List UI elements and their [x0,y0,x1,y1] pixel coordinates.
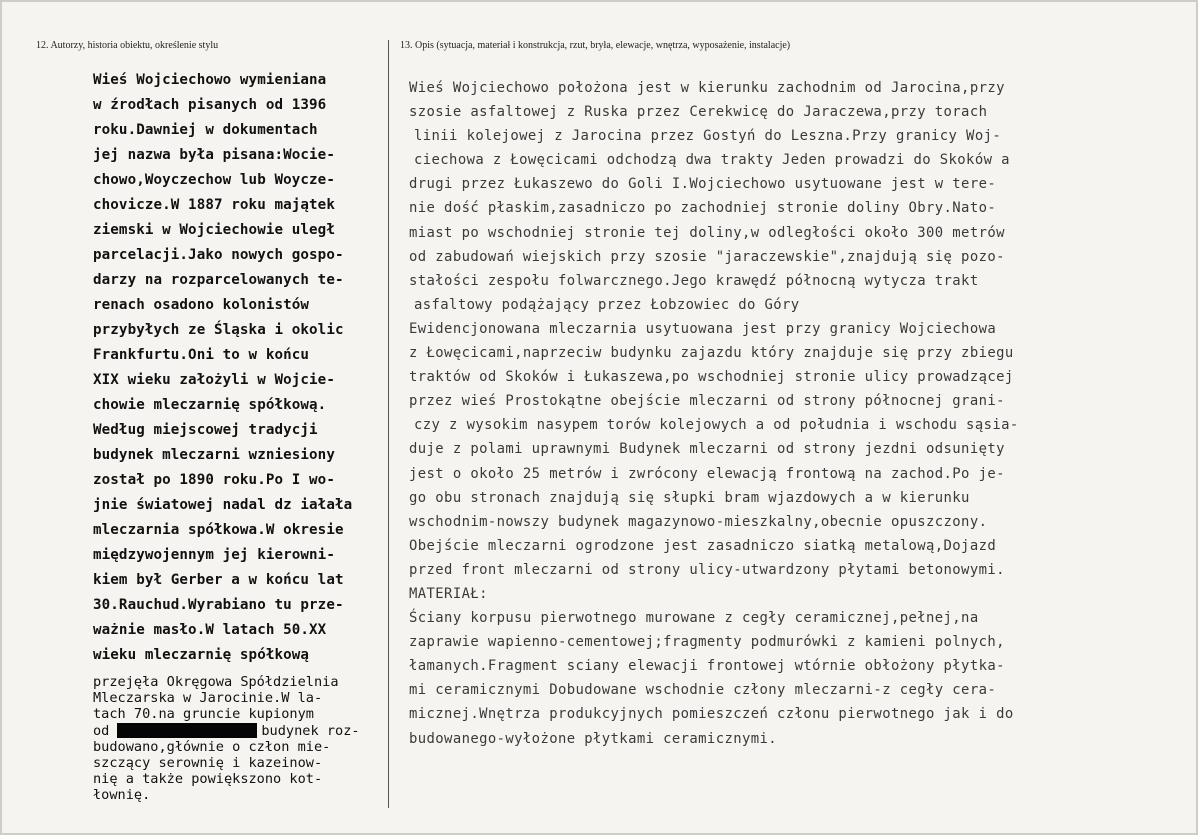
description-line: wschodnim-nowszy budynek magazynowo-mieszkalny,obecnie opuszczony. [409,513,988,530]
history-line: XIX wieku założyli w Wojcie- [93,372,335,388]
description-line: czy z wysokim nasypem torów kolejowych a od południa i wschodu sąsia- [414,417,1019,434]
history-line: przybyłych ze Śląska i okolic [93,322,344,338]
description-line: mi ceramicznymi Dobudowane wschodnie człony mleczarni-z cegły cera- [409,682,997,699]
description-line: z Łowęcicami,naprzeciw budynku zajazdu który znajduje się przy zbiegu [409,345,1014,362]
description-line: od zabudowań wiejskich przy szosie "jaraczewskie",znajdują się pozo- [409,248,1005,265]
history-line: wieku mleczarnię spółkową [93,647,310,663]
description-line: budowanego-wyłożone płytkami ceramicznymi. [409,730,778,747]
description-line: jest o około 25 metrów i zwrócony elewacją frontową na zachod.Po je- [409,465,1005,482]
history-line: roku.Dawniej w dokumentach [93,122,318,138]
history-line: Według miejscowej tradycji [93,422,318,438]
section-13-header: 13. Opis (sytuacja, materiał i konstrukcja, rzut, bryła, elewacje, wnętrza, wyposażenie, instalacje) [400,40,791,51]
redaction-prefix: od [93,722,110,739]
history-addendum-line: szczący serownię i kazeinow- [93,754,323,771]
history-addendum-line: Mleczarska w Jarocinie.W la- [93,690,323,707]
description-line: duje z polami uprawnymi Budynek mleczarni od strony jezdni odsunięty [409,441,1005,458]
history-line: chowo,Woyczechow lub Woycze- [93,172,335,188]
history-line: mleczarnia spółkowa.W okresie [93,522,344,538]
history-line: w źrodłach pisanych od 1396 [93,97,327,113]
history-addendum-line: przejęła Okręgowa Spółdzielnia [93,674,339,690]
description-line: szosie asfaltowej z Ruska przez Cerekwicę do Jaraczewa,przy torach [409,104,988,121]
history-line: ważnie masło.W latach 50.XX [93,622,327,638]
description-line: Wieś Wojciechowo położona jest w kierunku zachodnim od Jarocina,przy [409,80,1005,96]
history-line: darzy na rozparcelowanych te- [93,272,344,288]
history-addendum-line: łownię. [93,787,151,804]
description-line: drugi przez Łukaszewo do Goli I.Wojciechowo usytuowane jest w tere- [409,176,997,193]
history-line: budynek mleczarni wzniesiony [93,447,335,463]
history-line: Frankfurtu.Oni to w końcu [93,347,310,363]
description-line: miast po wschodniej stronie tej doliny,w odległości około 300 metrów [409,224,1005,241]
history-line: Wieś Wojciechowo wymieniana [93,72,327,88]
history-line: jnie światowej nadal dz iałała [93,497,353,513]
description-line: przez wieś Prostokątne obejście mleczarni od strony północnej grani- [409,393,1005,410]
history-line: ziemski w Wojciechowie uległ [93,222,335,238]
history-line: 30.Rauchud.Wyrabiano tu prze- [93,597,344,613]
description-line: traktów od Skoków i Łukaszewa,po wschodniej stronie ulicy prowadzącej [409,369,1014,386]
history-addendum-line: budowano,głównie o człon mie- [93,738,331,755]
description-line: zaprawie wapienno-cementowej;fragmenty podmurówki z kamieni polnych, [409,634,1005,651]
description-line: ciechowa z Łowęcicami odchodzą dwa trakty Jeden prowadzi do Skoków a [414,152,1010,169]
description-line: linii kolejowej z Jarocina przez Gostyń do Leszna.Przy granicy Woj- [414,128,1002,145]
redaction-suffix: budynek roz- [261,722,360,739]
section-label-material: MATERIAŁ: [409,585,488,602]
history-addendum-line: tach 70.na gruncie kupionym [93,706,314,723]
history-line: parcelacji.Jako nowych gospo- [93,247,344,263]
history-addendum-block [93,674,393,804]
description-line: micznej.Wnętrza produkcyjnych pomieszczeń członu pierwotnego jak i do [409,706,1014,723]
history-addendum-line [93,723,393,739]
history-addendum-line: nię a także powiększono kot- [93,771,323,788]
history-line: jej nazwa była pisana:Wocie- [93,147,335,163]
history-line: międzywojennym jej kierowni- [93,547,335,563]
description-line: Obejście mleczarni ogrodzone jest zasadniczo siatką metalową,Dojazd [409,537,997,554]
description-line: Ściany korpusu pierwotnego murowane z cegły ceramicznej,pełnej,na [409,610,979,627]
history-line: chovicze.W 1887 roku majątek [93,197,335,213]
description-line: przed front mleczarni od strony ulicy-utwardzony płytami betonowymi. [409,561,1005,578]
history-line: kiem był Gerber a w końcu lat [93,572,344,588]
description-line: asfaltowy podążający przez Łobzowiec do Góry [414,296,800,313]
history-line: chowie mleczarnię spółkową. [93,397,327,413]
description-line: go obu stronach znajdują się słupki bram wjazdowych a w kierunku [409,489,970,506]
description-line: łamanych.Fragment sciany elewacji frontowej wtórnie obłożony płytka- [409,658,1005,675]
description-text-block [409,76,1189,751]
description-line: Ewidencjonowana mleczarnia usytuowana jest przy granicy Wojciechowa [409,320,997,337]
history-line: renach osadono kolonistów [93,297,310,313]
redaction-bar [117,723,257,738]
section-12-header: 12. Autorzy, historia obiektu, określenie stylu [36,40,219,51]
description-line: nie dość płaskim,zasadniczo po zachodniej stronie doliny Obry.Nato- [409,200,997,217]
description-line: stałości zespołu folwarcznego.Jego krawędź północną wytycza trakt [409,272,979,289]
history-text-block [93,68,393,668]
history-line: został po 1890 roku.Po I wo- [93,472,335,488]
